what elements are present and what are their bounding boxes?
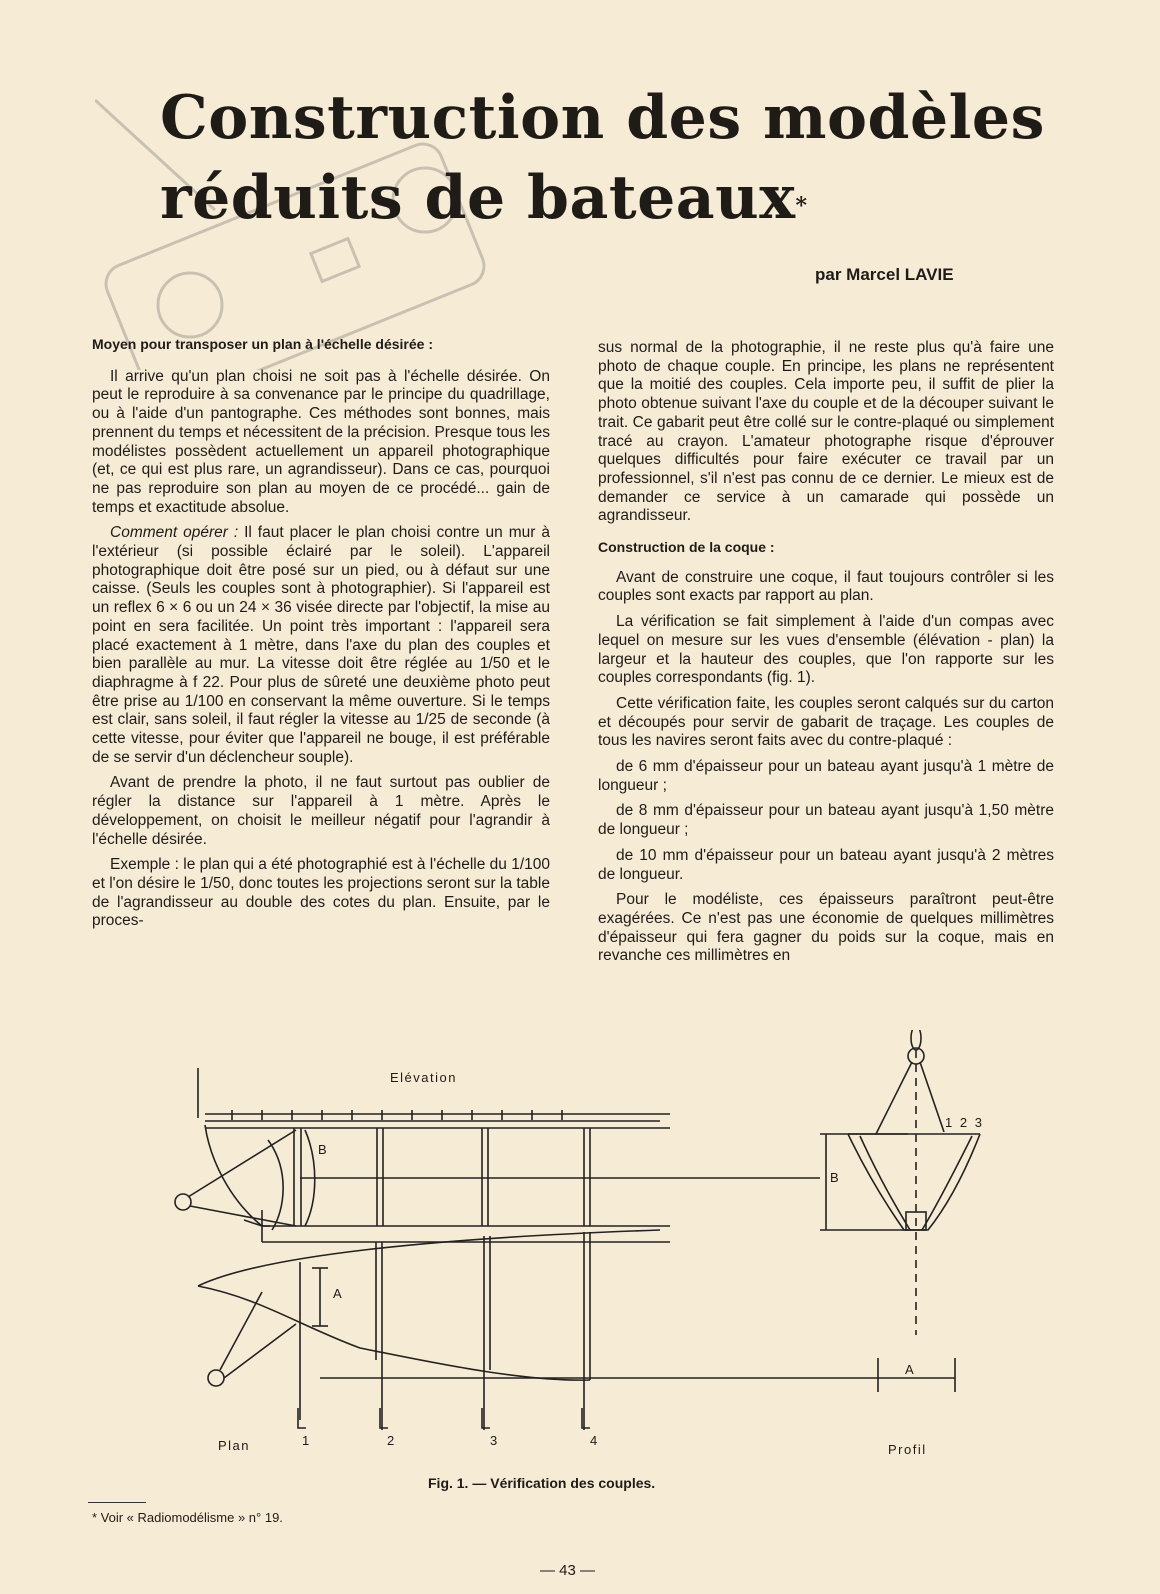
hull-drawing xyxy=(0,1030,1160,1450)
paragraph: sus normal de la photographie, il ne reste plus qu'à faire une photo de chaque couple. En principe, les plans ne représentent que la moitié des couples. Cela importe peu, il suffit de plier la photo obtenue suivant l'axe du couple et de la découper suivant le trait. Ce gabarit peut être collé sur le contre-plaqué ou simplement tracé au crayon. L'amateur photographe risque d'éprouver quelques difficultés pour faire exécuter ce travail par un professionnel, s'il n'est pas connu de ce dernier. Le mieux est de demander ce service à un camarade qui possède un agrandisseur. xyxy=(598,339,1054,525)
compass-point-2: 2 xyxy=(959,1115,970,1130)
compass-point-3: 3 xyxy=(974,1115,984,1130)
title-footnote-mark: * xyxy=(795,193,808,219)
section-heading-coque: Construction de la coque : xyxy=(598,539,775,556)
label-plan: Plan xyxy=(218,1438,251,1453)
label-profil-a: A xyxy=(905,1362,916,1377)
frame-number-1: 1 xyxy=(302,1433,311,1448)
paragraph-body: Il faut placer le plan choisi contre un mur à l'extérieur (si possible éclairé par le soleil). L'appareil photographique doit être posé sur un pied, ou à défaut sur une caisse. (Seuls les couples sont à photographier). Si l'appareil est un reflex 6 × 6 ou un 24 × 36 visée directe par l'objectif, la mise au point en sera facilitée. Un point très important : l'appareil sera placé exactement à 1 mètre, dans l'axe du plan des couples et bien parallèle au mur. La vitesse doit être réglée au 1/50 et le diaphragme à f 22. Pour plus de sûreté une deuxième photo peut être prise au 1/100 en conservant la même ouverture. Si le temps est clair, sans soleil, il faut régler la vitesse au 1/25 de seconde (à cette vitesse, pour éviter que l'appareil ne bouge, il est préférable de se servir d'un déclencheur souple). xyxy=(92,524,550,766)
section-heading-transposer: Moyen pour transposer un plan à l'échelle désirée : xyxy=(92,336,433,352)
frame-number-2: 2 xyxy=(387,1433,396,1448)
frame-number-4: 4 xyxy=(590,1433,599,1448)
paragraph: Cette vérification faite, les couples seront calqués sur du carton et découpés pour servir de gabarit de traçage. Les couples de tous les navires seront faits avec du contre-plaqué : xyxy=(598,694,1054,750)
paragraph xyxy=(92,524,550,767)
label-dimension-b: B xyxy=(318,1142,329,1157)
paragraph: La vérification se fait simplement à l'aide d'un compas avec lequel on mesure sur les vues d'ensemble (élévation - plan) la largeur et la hauteur des couples, que l'on rapporte sur les couples correspondants (fig. 1). xyxy=(598,613,1054,687)
frame-number-3: 3 xyxy=(490,1433,499,1448)
paragraph: Exemple : le plan qui a été photographié est à l'échelle du 1/100 et l'on désire le 1/50, donc toutes les projections seront sur la table de l'agrandisseur au double des cotes du plan. Ensuite, par le proces- xyxy=(92,856,550,930)
label-elevation: Elévation xyxy=(390,1070,457,1085)
author-byline: par Marcel LAVIE xyxy=(815,265,954,284)
paragraph: de 6 mm d'épaisseur pour un bateau ayant jusqu'à 1 mètre de longueur ; xyxy=(598,758,1054,794)
paragraph: Avant de prendre la photo, il ne faut surtout pas oublier de régler la distance sur l'appareil à 1 mètre. Après le développement, on choisit le meilleur négatif pour l'agrandir à l'échelle désirée. xyxy=(92,774,550,848)
footnote-divider xyxy=(88,1502,146,1503)
paragraph: Pour le modéliste, ces épaisseurs paraîtront peut-être exagérées. Ce n'est pas une économie de quelques millimètres d'épaisseur qui fera gagner du poids sur la coque, mais en revanche ces millimètres en xyxy=(598,891,1054,965)
label-profil-b: B xyxy=(830,1170,841,1185)
paragraph: Avant de construire une coque, il faut toujours contrôler si les couples sont exacts par rapport au plan. xyxy=(598,568,1054,605)
article-title-text: Construction des modèles réduits de bateaux xyxy=(160,83,1045,233)
label-dimension-a: A xyxy=(333,1286,344,1301)
paragraph: de 8 mm d'épaisseur pour un bateau ayant jusqu'à 1,50 mètre de longueur ; xyxy=(598,802,1054,839)
right-column xyxy=(598,339,1054,973)
compass-point-1: 1 xyxy=(945,1115,955,1130)
paragraph: de 10 mm d'épaisseur pour un bateau ayant jusqu'à 2 mètres de longueur. xyxy=(598,846,1054,883)
label-profil: Profil xyxy=(888,1442,927,1457)
paragraph: Il arrive qu'un plan choisi ne soit pas à l'échelle désirée. On peut le reproduire à sa convenance par le principe du quadrillage, ou à l'aide d'un pantographe. Ces méthodes sont bonnes, mais prennent du temps et nécessitent de la précision. Presque tous les modélistes possèdent actuellement un appareil photographique (et, ce qui est plus rare, un agrandisseur). Dans ce cas, pourquoi ne pas reproduire son plan au moyen de ce procédé... gain de temps et exactitude absolue. xyxy=(92,367,550,516)
footnote: * Voir « Radiomodélisme » n° 19. xyxy=(92,1510,283,1525)
label-compass-points xyxy=(945,1115,984,1130)
paragraph-lead: Comment opérer : xyxy=(110,524,239,542)
article-title xyxy=(160,78,1060,238)
page-number: — 43 — xyxy=(540,1562,596,1579)
left-column xyxy=(92,335,550,938)
figure-1 xyxy=(0,1030,1160,1457)
figure-caption: Fig. 1. — Vérification des couples. xyxy=(428,1475,656,1491)
